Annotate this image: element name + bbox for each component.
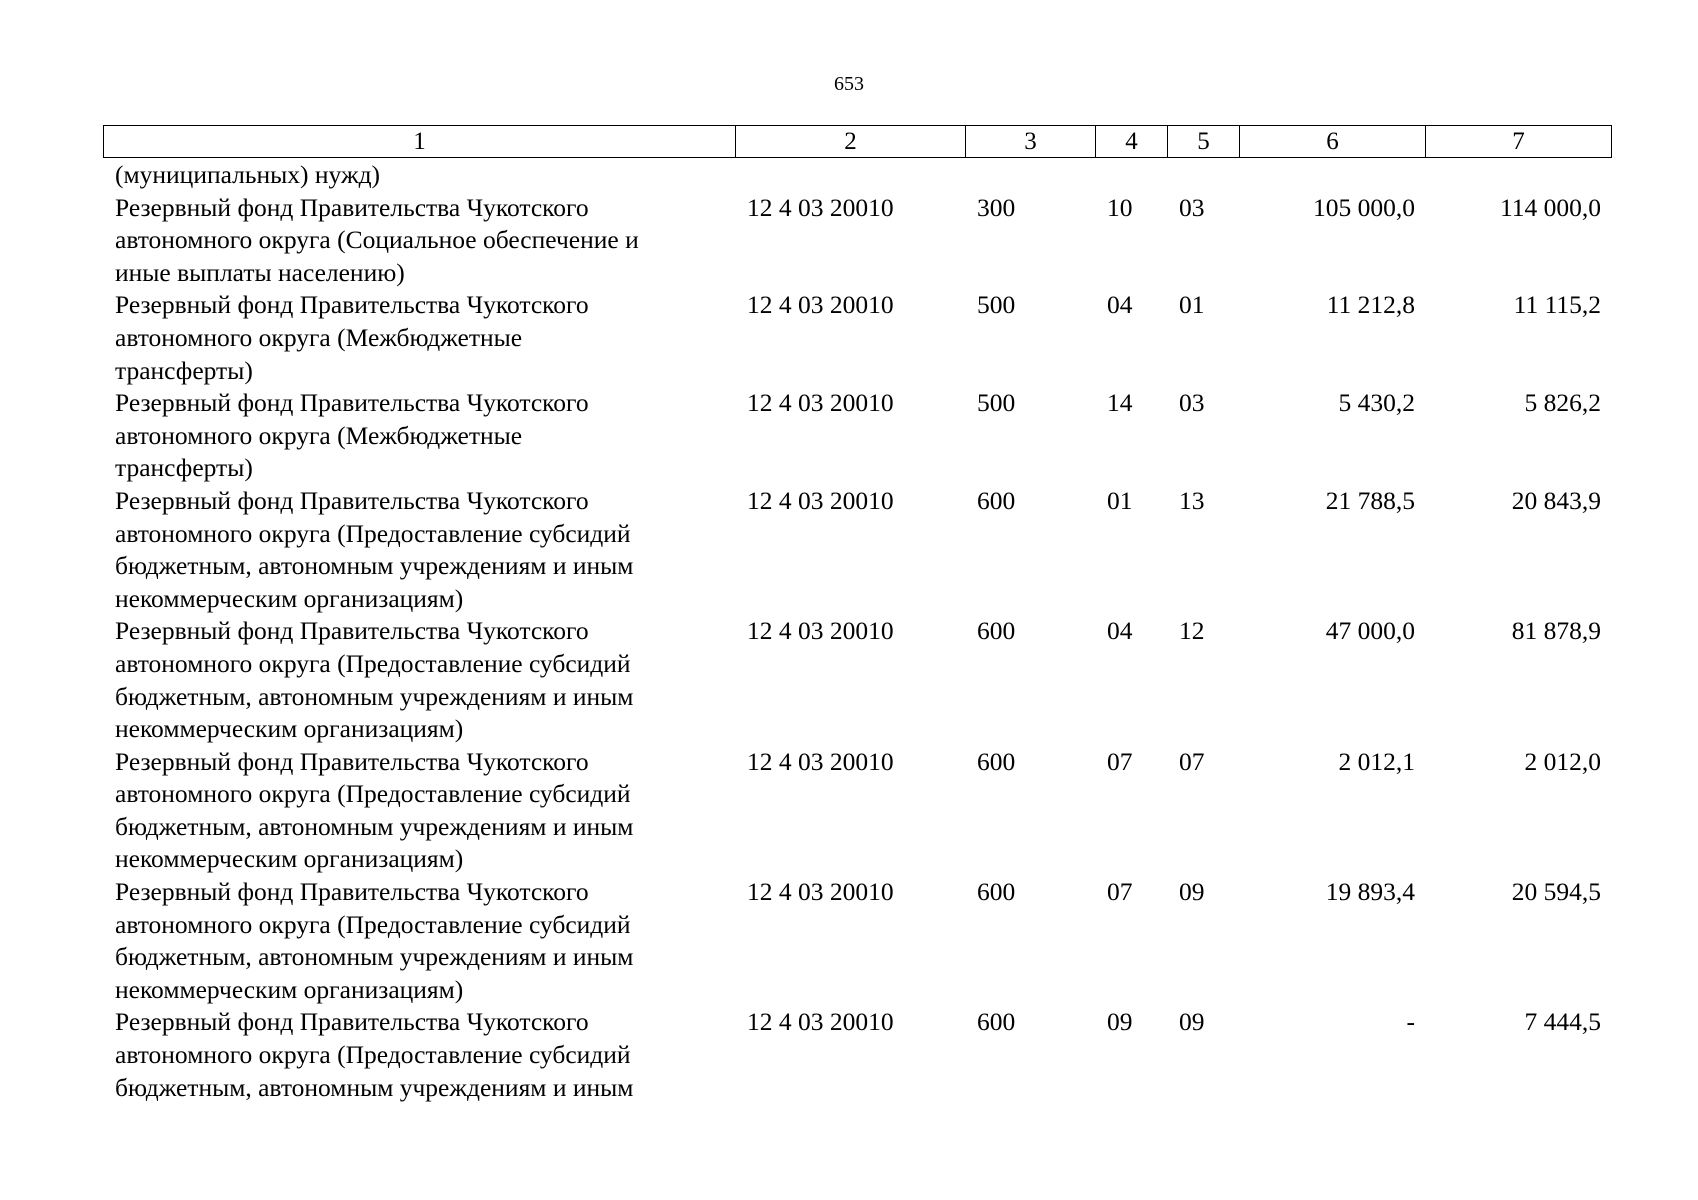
table-row	[103, 485, 1611, 615]
column-header-7: 7	[1426, 126, 1612, 158]
row-col-7: 20 843,9	[1511, 485, 1601, 515]
row-col-4: 10	[1107, 192, 1133, 222]
desc-line: некоммерческим организациям)	[115, 844, 464, 874]
row-col-3: 600	[977, 877, 1016, 907]
row-code: 12 4 03 20010	[747, 616, 894, 646]
column-header-4: 4	[1096, 126, 1168, 158]
budget-table-body	[103, 159, 1611, 1104]
row-code: 12 4 03 20010	[747, 485, 894, 515]
desc-line: (муниципальных) нужд)	[115, 160, 381, 189]
row-description	[103, 485, 735, 615]
table-row	[103, 615, 1611, 745]
desc-line: Резервный фонд Правительства Чукотского	[115, 746, 589, 776]
row-col-5: 09	[1179, 1007, 1205, 1037]
row-code: 12 4 03 20010	[747, 192, 894, 222]
column-header-6: 6	[1240, 126, 1426, 158]
row-code: 12 4 03 20010	[747, 290, 894, 320]
row-description	[103, 746, 735, 876]
row-col-5: 09	[1179, 877, 1205, 907]
row-col-5: 01	[1179, 290, 1205, 320]
row-description	[103, 289, 735, 387]
desc-line: автономного округа (Предоставление субсидий	[115, 518, 631, 548]
desc-line: автономного округа (Предоставление субсидий	[115, 648, 631, 678]
row-col-4: 04	[1107, 616, 1133, 646]
row-col-6: 11 212,8	[1326, 290, 1415, 320]
table-row	[103, 876, 1611, 1006]
row-col-7: 81 878,9	[1511, 616, 1601, 646]
desc-line: Резервный фонд Правительства Чукотского	[115, 388, 589, 418]
desc-line: автономного округа (Межбюджетные	[115, 420, 523, 450]
row-col-6: 19 893,4	[1325, 877, 1415, 907]
column-header-3: 3	[966, 126, 1096, 158]
row-col-3: 600	[977, 485, 1016, 515]
desc-line: Резервный фонд Правительства Чукотского	[115, 485, 589, 515]
row-col-6: 2 012,1	[1338, 746, 1415, 776]
desc-line: бюджетным, автономным учреждениям и иным	[115, 1072, 634, 1102]
row-col-3: 500	[977, 388, 1016, 418]
row-code: 12 4 03 20010	[747, 388, 894, 418]
desc-line: некоммерческим организациям)	[115, 583, 464, 613]
desc-line: Резервный фонд Правительства Чукотского	[115, 1007, 589, 1037]
row-col-4: 09	[1107, 1007, 1133, 1037]
row-col-7: 11 115,2	[1513, 290, 1601, 320]
desc-line: иные выплаты населению)	[115, 257, 405, 287]
row-col-5: 03	[1179, 192, 1205, 222]
row-description	[103, 876, 735, 1006]
column-header-2: 2	[736, 126, 966, 158]
desc-line: автономного округа (Предоставление субсидий	[115, 779, 631, 809]
desc-line: Резервный фонд Правительства Чукотского	[115, 192, 589, 222]
row-col-4: 01	[1107, 485, 1133, 515]
row-col-7: 5 826,2	[1524, 388, 1601, 418]
desc-line: автономного округа (Социальное обеспечение и	[115, 225, 639, 255]
desc-line: бюджетным, автономным учреждениям и иным	[115, 811, 634, 841]
desc-line: трансферты)	[115, 355, 253, 385]
row-col-4: 14	[1107, 388, 1133, 418]
row-col-5: 13	[1179, 485, 1205, 515]
desc-line: Резервный фонд Правительства Чукотского	[115, 877, 589, 907]
desc-line: некоммерческим организациям)	[115, 714, 464, 744]
continuation-row	[103, 159, 1611, 192]
row-col-4: 07	[1107, 877, 1133, 907]
row-col-7: 2 012,0	[1524, 746, 1601, 776]
column-header-row	[104, 126, 1612, 158]
row-code: 12 4 03 20010	[747, 746, 894, 776]
column-header-5: 5	[1168, 126, 1240, 158]
table-row	[103, 387, 1611, 485]
row-col-6: 5 430,2	[1338, 388, 1415, 418]
table-row	[103, 289, 1611, 387]
row-col-3: 600	[977, 1007, 1016, 1037]
row-col-6: -	[1406, 1007, 1415, 1037]
row-col-7: 114 000,0	[1499, 192, 1601, 222]
row-description	[103, 1006, 735, 1104]
desc-line: бюджетным, автономным учреждениям и иным	[115, 942, 634, 972]
page-number: 653	[834, 73, 864, 95]
row-code: 12 4 03 20010	[747, 1007, 894, 1037]
row-description	[103, 192, 735, 290]
row-col-5: 12	[1179, 616, 1205, 646]
row-code: 12 4 03 20010	[747, 877, 894, 907]
row-description	[103, 387, 735, 485]
desc-line: автономного округа (Предоставление субсидий	[115, 909, 631, 939]
row-col-6: 21 788,5	[1325, 485, 1415, 515]
row-col-5: 07	[1179, 746, 1205, 776]
row-col-4: 07	[1107, 746, 1133, 776]
row-description	[103, 615, 735, 745]
row-col-3: 600	[977, 616, 1016, 646]
desc-line: Резервный фонд Правительства Чукотского	[115, 290, 589, 320]
row-col-3: 300	[977, 192, 1016, 222]
column-header-table	[103, 125, 1612, 158]
desc-line: автономного округа (Межбюджетные	[115, 322, 523, 352]
row-col-3: 500	[977, 290, 1016, 320]
desc-line: трансферты)	[115, 453, 253, 483]
row-col-7: 7 444,5	[1524, 1007, 1601, 1037]
table-row	[103, 746, 1611, 876]
table-row	[103, 1006, 1611, 1104]
desc-line: бюджетным, автономным учреждениям и иным	[115, 681, 634, 711]
desc-line: бюджетным, автономным учреждениям и иным	[115, 551, 634, 581]
desc-line: Резервный фонд Правительства Чукотского	[115, 616, 589, 646]
desc-line: автономного округа (Предоставление субсидий	[115, 1040, 631, 1070]
column-header-1: 1	[104, 126, 736, 158]
row-col-4: 04	[1107, 290, 1133, 320]
row-col-7: 20 594,5	[1511, 877, 1601, 907]
row-col-6: 105 000,0	[1313, 192, 1415, 222]
continuation-text	[103, 159, 735, 192]
row-col-5: 03	[1179, 388, 1205, 418]
row-col-6: 47 000,0	[1325, 616, 1415, 646]
desc-line: некоммерческим организациям)	[115, 974, 464, 1004]
table-row	[103, 192, 1611, 290]
row-col-3: 600	[977, 746, 1016, 776]
